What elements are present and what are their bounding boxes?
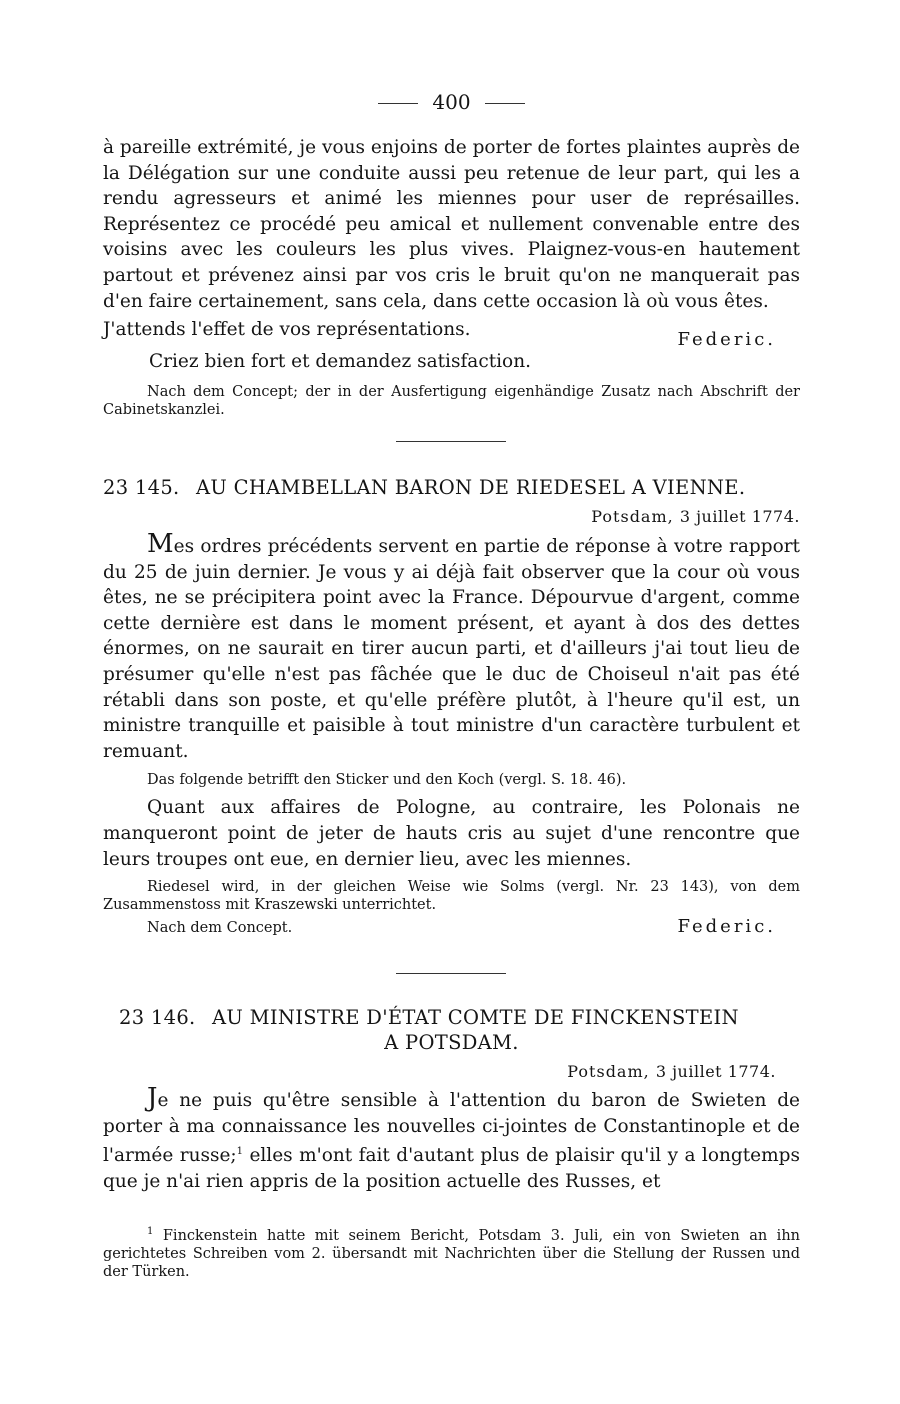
footnote-marker: 1 <box>147 1226 154 1237</box>
editorial-note: Nach dem Concept; der in der Ausfertigung eigenhändige Zusatz nach Abschrift der Cabinetskanzlei. <box>103 383 800 418</box>
paragraph: à pareille extrémité, je vous enjoins de porter de fortes plaintes auprès de la Délégation sur une conduite aussi peu retenue de leur part, qui les a rendu agresseurs et animé les miennes pour user de représailles. Représentez ce procédé peu amical et nullement convenable entre des voisins avec les couleurs les plus vives. Plaignez-vous-en hautement partout et prévenez ainsi par vos cris le bruit qu'on ne manquerait pas d'en faire certainement, sans cela, dans cette occasion là où vous êtes. <box>103 137 800 312</box>
letter-23145 <box>103 476 800 937</box>
footnote-text: Finckenstein hatte mit seinem Bericht, Potsdam 3. Juli, ein von Swieten an ihn gerichtetes Schreiben vom 2. übersandt mit Nachrichten über die Stellung der Russen und der Türken. <box>103 1227 801 1280</box>
footnote-reference: 1 <box>236 1146 244 1158</box>
initial-letter: M <box>147 529 174 559</box>
postscript: Criez bien fort et demandez satisfaction. <box>149 351 531 373</box>
signature: Federic. <box>677 916 776 938</box>
closing-text: J'attends l'effet de vos représentations. <box>103 318 471 340</box>
paragraph: Quant aux affaires de Pologne, au contraire, les Polonais ne manqueront point de jeter de hauts cris au sujet d'une rencontre que leurs troupes ont eue, en dernier lieu, avec les miennes. <box>103 797 800 870</box>
divider <box>485 103 525 104</box>
divider <box>378 103 418 104</box>
paragraph-text: e ne puis qu'être sensible à l'attention du baron de Swieten de porter à ma connaissance les nouvelles ci-jointes de Constantinople et de l'armée russe; <box>103 1090 800 1167</box>
letter-number: 23 146. <box>119 1006 196 1029</box>
paragraph <box>103 529 800 764</box>
letter-title: AU CHAMBELLAN BARON DE RIEDESEL A VIENNE. <box>196 476 746 499</box>
letter-heading <box>103 1006 800 1029</box>
page-number-text: 400 <box>432 90 471 114</box>
editorial-note: Nach dem Concept. <box>147 920 293 937</box>
date: 3 juillet 1774. <box>679 507 800 526</box>
dateline <box>103 1062 800 1081</box>
footnote <box>103 1223 800 1281</box>
letter-title: AU MINISTRE D'ÉTAT COMTE DE FINCKENSTEIN <box>212 1006 739 1029</box>
letter-23146 <box>103 1006 800 1195</box>
place: Potsdam, <box>591 507 674 526</box>
initial-letter: J <box>147 1083 158 1113</box>
section-divider <box>396 973 506 974</box>
letter-title-continued: A POTSDAM. <box>384 1031 519 1054</box>
closing-line <box>103 314 800 351</box>
letter-number: 23 145. <box>103 476 180 499</box>
signature: Federic. <box>677 329 776 351</box>
section-divider <box>396 441 506 442</box>
editorial-note: Riedesel wird, in der gleichen Weise wie Solms (vergl. Nr. 23 143), von dem Zusammenstoss mit Kraszewski unterrichtet. <box>103 879 800 914</box>
letter-continuation <box>103 135 800 419</box>
date: 3 juillet 1774. <box>655 1062 776 1081</box>
closing-line <box>103 916 800 937</box>
place: Potsdam, <box>567 1062 650 1081</box>
paragraph-text: es ordres précédents servent en partie de réponse à votre rapport du 25 de juin dernier. Je vous y ai déjà fait observer que la cour où vous êtes, ne se précipitera point avec la France. Dépourvue d'argent, comme cette dernière est dans le moment présent, et ayant à dos des dettes énormes, on ne saurait en tirer aucun parti, et d'ailleurs j'ai tout lieu de présumer qu'elle n'est pas fâchée que le duc de Choiseul n'ait pas été rétabli dans son poste, et qu'elle préfère plutôt, à l'heure qu'il est, un ministre tranquille et paisible à tout ministre d'un caractère turbulent et remuant. <box>103 536 800 762</box>
paragraph-text: elles m'ont fait d'autant plus de plaisir qu'il y a longtemps que je n'ai rien appris de la position actuelle des Russes, et <box>103 1145 800 1192</box>
dateline <box>103 507 800 526</box>
paragraph <box>103 1083 800 1195</box>
page-number <box>103 90 800 114</box>
editorial-note: Das folgende betrifft den Sticker und den Koch (vergl. S. 18. 46). <box>147 772 627 789</box>
letter-heading <box>103 476 800 499</box>
